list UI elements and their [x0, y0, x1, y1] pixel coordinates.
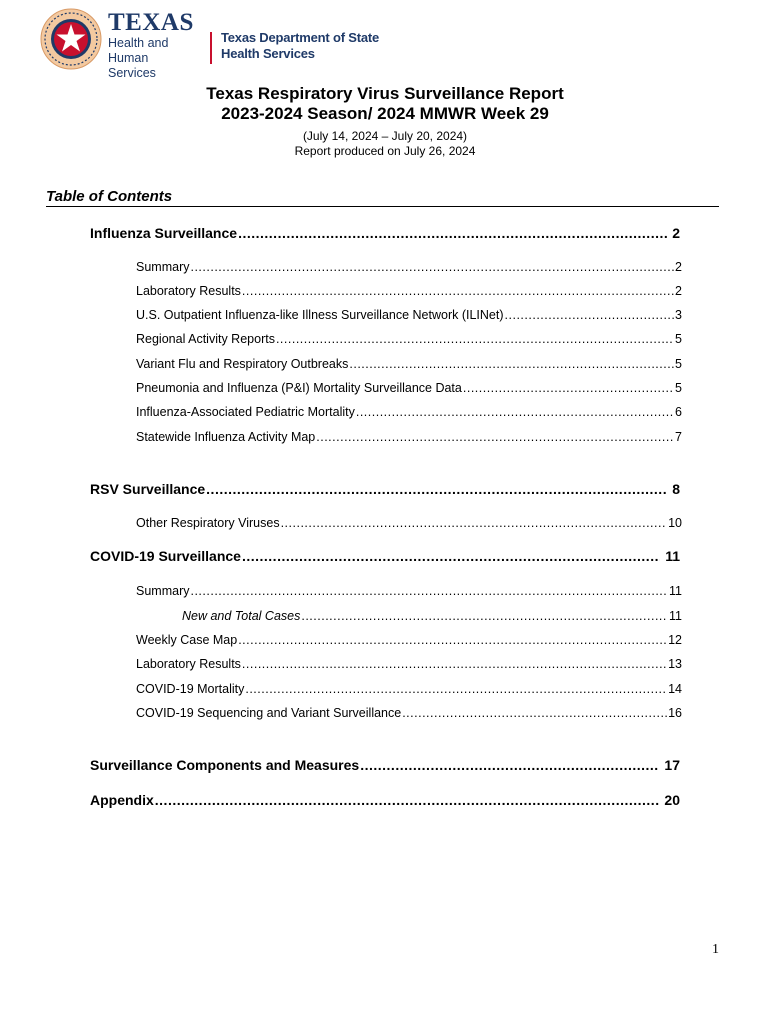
toc-entry-page: 16 — [668, 706, 682, 720]
toc-leader-dots — [190, 584, 668, 598]
toc-entry-rsv-surveillance[interactable] — [90, 481, 680, 497]
toc-leader-dots — [301, 609, 668, 623]
toc-leader-dots — [238, 633, 667, 647]
toc-leader-dots — [242, 548, 660, 564]
toc-entry-page: 3 — [675, 308, 682, 322]
toc-leader-dots — [155, 792, 660, 808]
hhs-logo-line2: Health and Human — [108, 36, 169, 65]
toc-entry-page: 5 — [675, 381, 682, 395]
toc-entry-page: 2 — [675, 284, 682, 298]
toc-entry-page: 11 — [665, 548, 680, 564]
hhs-logo-title: TEXAS — [108, 9, 194, 36]
toc-entry-label: Summary — [136, 584, 190, 598]
toc-entry-other-respiratory-viruses[interactable] — [136, 516, 682, 530]
toc-entry-page: 8 — [672, 481, 680, 497]
toc-entry-label: New and Total Cases — [182, 609, 301, 623]
toc-entry-page: 12 — [668, 633, 682, 647]
toc-entry-label: COVID-19 Sequencing and Variant Surveillance — [136, 706, 402, 720]
toc-entry-label: COVID-19 Mortality — [136, 682, 245, 696]
toc-entry-page: 20 — [664, 792, 680, 808]
logo-divider — [210, 32, 212, 64]
toc-entry-page: 2 — [672, 225, 680, 241]
report-date-range: (July 14, 2024 – July 20, 2024) — [302, 129, 468, 143]
report-produced-date: Report produced on July 26, 2024 — [294, 144, 476, 158]
toc-entry-influenza-laboratory-results[interactable] — [136, 284, 682, 298]
toc-entry-label: Laboratory Results — [136, 284, 241, 298]
toc-entry-influenza-summary[interactable] — [136, 260, 682, 274]
toc-leader-dots — [360, 757, 659, 773]
toc-entry-label: Influenza Surveillance — [90, 225, 238, 241]
toc-leader-dots — [276, 332, 674, 346]
toc-leader-dots — [349, 357, 674, 371]
toc-leader-dots — [402, 706, 667, 720]
dshs-logo — [221, 30, 379, 62]
toc-entry-label: Summary — [136, 260, 190, 274]
toc-entry-page: 13 — [668, 657, 682, 671]
toc-entry-covid19-mortality[interactable] — [136, 682, 682, 696]
toc-entry-pediatric-mortality[interactable] — [136, 405, 682, 419]
toc-entry-regional-activity-reports[interactable] — [136, 332, 682, 346]
toc-entry-covid19-summary[interactable] — [136, 584, 682, 598]
toc-entry-label: Regional Activity Reports — [136, 332, 275, 346]
toc-entry-label: Influenza-Associated Pediatric Mortality — [136, 405, 355, 419]
toc-leader-dots — [206, 481, 667, 497]
toc-leader-dots — [245, 682, 667, 696]
toc-entry-appendix[interactable] — [90, 792, 680, 808]
toc-entry-label: Variant Flu and Respiratory Outbreaks — [136, 357, 349, 371]
toc-entry-page: 7 — [675, 430, 682, 444]
report-title-block — [0, 84, 770, 159]
toc-entry-label: COVID-19 Surveillance — [90, 548, 241, 564]
toc-entry-variant-flu-outbreaks[interactable] — [136, 357, 682, 371]
toc-entry-page: 17 — [664, 757, 680, 773]
toc-leader-dots — [242, 284, 674, 298]
toc-entry-label: U.S. Outpatient Influenza-like Illness Surveillance Network (ILINet) — [136, 308, 504, 322]
toc-leader-dots — [505, 308, 675, 322]
toc-entry-label: Weekly Case Map — [136, 633, 238, 647]
toc-leader-dots — [242, 657, 667, 671]
toc-entry-page: 14 — [668, 682, 682, 696]
toc-entry-label: Statewide Influenza Activity Map — [136, 430, 316, 444]
toc-entry-page: 2 — [675, 260, 682, 274]
dshs-logo-line2: Health Services — [221, 46, 315, 61]
toc-entry-label: Pneumonia and Influenza (P&I) Mortality Surveillance Data — [136, 381, 462, 395]
report-title: Texas Respiratory Virus Surveillance Report — [206, 84, 564, 103]
texas-seal-icon — [40, 8, 102, 70]
toc-entry-label: Appendix — [90, 792, 154, 808]
report-subtitle: 2023-2024 Season/ 2024 MMWR Week 29 — [221, 104, 549, 123]
toc-entry-label: Surveillance Components and Measures — [90, 757, 360, 773]
toc-entry-ilinet[interactable] — [136, 308, 682, 322]
toc-entry-influenza-surveillance[interactable] — [90, 225, 680, 241]
toc-entry-pi-mortality[interactable] — [136, 381, 682, 395]
toc-entry-label: RSV Surveillance — [90, 481, 206, 497]
toc-entry-page: 11 — [669, 584, 682, 598]
toc-entry-new-and-total-cases[interactable] — [182, 609, 682, 623]
toc-entry-weekly-case-map[interactable] — [136, 633, 682, 647]
dshs-logo-line1: Texas Department of State — [221, 30, 380, 45]
toc-entry-page: 10 — [668, 516, 682, 530]
page-number: 1 — [712, 942, 719, 957]
toc-leader-dots — [356, 405, 674, 419]
toc-entry-page: 5 — [675, 357, 682, 371]
toc-entry-label: Laboratory Results — [136, 657, 241, 671]
toc-leader-dots — [316, 430, 674, 444]
toc-entry-page: 5 — [675, 332, 682, 346]
hhs-logo-line3: Services — [108, 66, 156, 80]
hhs-logo — [40, 8, 210, 80]
toc-leader-dots — [238, 225, 667, 241]
toc-entry-page: 11 — [669, 609, 682, 623]
toc-entry-label: Other Respiratory Viruses — [136, 516, 280, 530]
toc-entry-covid19-surveillance[interactable] — [90, 548, 680, 564]
toc-entry-covid19-laboratory-results[interactable] — [136, 657, 682, 671]
toc-entry-surveillance-components[interactable] — [90, 757, 680, 773]
toc-leader-dots — [463, 381, 674, 395]
toc-entry-covid19-sequencing[interactable] — [136, 706, 682, 720]
toc-leader-dots — [281, 516, 668, 530]
toc-leader-dots — [190, 260, 674, 274]
toc-entry-page: 6 — [675, 405, 682, 419]
toc-heading: Table of Contents — [46, 188, 719, 207]
toc-entry-statewide-activity-map[interactable] — [136, 430, 682, 444]
